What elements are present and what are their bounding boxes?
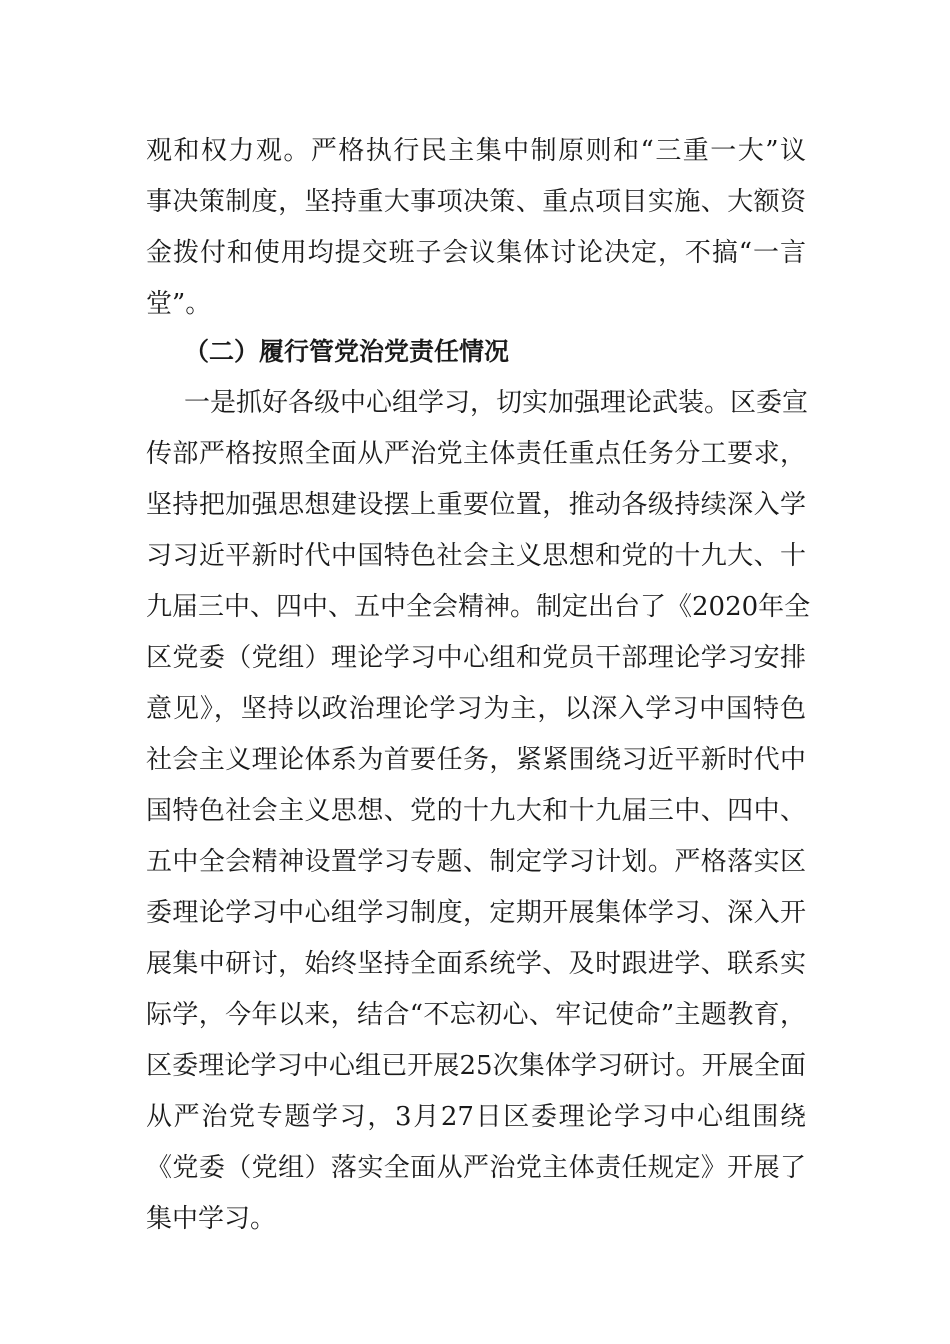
text-line: 意见》，坚持以政治理论学习为主，以深入学习中国特色 [146, 694, 806, 724]
text-line: 委理论学习中心组学习制度，定期开展集体学习、深入开 [146, 898, 806, 928]
text-line: 事决策制度，坚持重大事项决策、重点项目实施、大额资 [146, 187, 806, 217]
text-line: 区委理论学习中心组已开展25次集体学习研讨。开展全面 [146, 1051, 806, 1081]
text-line: 习习近平新时代中国特色社会主义思想和党的十九大、十 [146, 541, 806, 571]
text-line: 五中全会精神设置学习专题、制定学习计划。严格落实区 [146, 847, 806, 877]
text-line: 一是抓好各级中心组学习，切实加强理论武装。区委宣 [184, 388, 809, 418]
text-line: 展集中研讨，始终坚持全面系统学、及时跟进学、联系实 [146, 949, 806, 979]
text-line: 际学，今年以来，结合“不忘初心、牢记使命”主题教育， [146, 1000, 806, 1030]
text-line: 金拨付和使用均提交班子会议集体讨论决定，不搞“一言 [146, 238, 806, 268]
text-line: 传部严格按照全面从严治党主体责任重点任务分工要求， [146, 439, 806, 469]
text-line: 从严治党专题学习，3月27日区委理论学习中心组围绕 [146, 1102, 806, 1132]
text-line: 社会主义理论体系为首要任务，紧紧围绕习近平新时代中 [146, 745, 806, 775]
text-line: 集中学习。 [146, 1204, 277, 1234]
text-line: 九届三中、四中、五中全会精神。制定出台了《2020年全 [146, 592, 811, 622]
text-line: 堂”。 [146, 289, 212, 319]
text-line: 观和权力观。严格执行民主集中制原则和“三重一大”议 [146, 136, 806, 166]
section-heading: （二）履行管党治党责任情况 [184, 337, 510, 366]
text-line: 《党委（党组）落实全面从严治党主体责任规定》开展了 [146, 1153, 806, 1183]
text-line: 区党委（党组）理论学习中心组和党员干部理论学习安排 [146, 643, 806, 673]
text-line: 坚持把加强思想建设摆上重要位置，推动各级持续深入学 [146, 490, 806, 520]
text-line: 国特色社会主义思想、党的十九大和十九届三中、四中、 [146, 796, 806, 826]
